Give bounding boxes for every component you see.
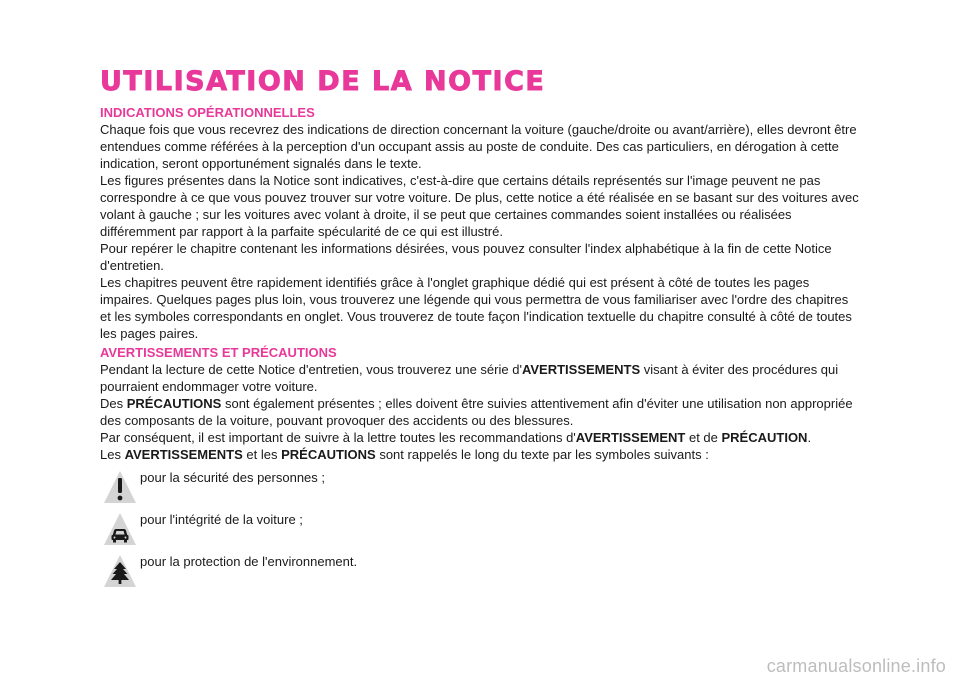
keyword-precautions: PRÉCAUTIONS (126, 396, 222, 411)
keyword-avertissements: AVERTISSEMENTS (521, 362, 641, 377)
symbol-row-environment (100, 553, 860, 589)
watermark-text: carmanualsonline.info (766, 656, 946, 676)
text-run: sont rappelés le long du texte par les symboles suivants : (375, 447, 709, 462)
section-heading-operational: INDICATIONS OPÉRATIONNELLES (100, 105, 315, 120)
environment-tree-icon (102, 553, 138, 589)
paragraph: Pour repérer le chapitre contenant les informations désirées, vous pouvez consulter l'index alphabétique à la fin de cette Notice d'entretien. (100, 241, 832, 273)
symbol-label: pour la sécurité des personnes ; (140, 470, 325, 485)
text-run: Par conséquent, il est important de suivre à la lettre toutes les recommandations d' (100, 430, 576, 445)
text-run: et les (242, 447, 282, 462)
paragraph: Les chapitres peuvent être rapidement identifiés grâce à l'onglet graphique dédié qui est présent à côté de toutes les pages impaires. Quelques pages plus loin, vous trouverez une légende qui vous permettra de vous familiariser avec l'ordre des chapitres et les symboles correspondants en onglet. Vous trouverez de toute façon l'indication textuelle du chapitre consulté à côté de toutes les pages paires. (100, 275, 852, 341)
section-heading-warnings: AVERTISSEMENTS ET PRÉCAUTIONS (100, 345, 337, 360)
symbol-label: pour l'intégrité de la voiture ; (140, 512, 303, 527)
warning-exclamation-icon (102, 469, 138, 505)
text-run: Les (100, 447, 125, 462)
paragraph: Les figures présentes dans la Notice sont indicatives, c'est-à-dire que certains détails représentés sur l'image peuvent ne pas correspondre à ce que vous pouvez trouver sur votre voiture. De plus, cette notice a été réalisée en se basant sur des voitures avec volant à gauche ; sur les voitures avec volant à droite, il se peut que certaines commandes soient installées ou réalisées différemment par rapport à la parfaite spécularité de ce qui est illustré. (100, 173, 859, 239)
symbol-row-safety (100, 469, 860, 505)
text-run: sont également présentes ; elles doivent être suivies attentivement afin d'éviter une utilisation non appropriée des composants de la voiture, pouvant provoquer des accidents ou des blessures. (100, 396, 853, 428)
symbol-label: pour la protection de l'environnement. (140, 554, 358, 569)
keyword-avertissements: AVERTISSEMENTS (124, 447, 243, 462)
paragraph (100, 361, 860, 395)
page-title: UTILISATION DE LA NOTICE (100, 66, 546, 97)
paragraph (100, 429, 860, 446)
car-hazard-icon (102, 511, 138, 547)
keyword-precaution: PRÉCAUTION (721, 430, 808, 445)
text-run: . (807, 430, 812, 445)
paragraph (100, 446, 860, 463)
paragraph (100, 395, 860, 429)
symbol-row-vehicle (100, 511, 860, 547)
text-run: Des (100, 396, 127, 411)
text-run: visant à éviter des procédures qui pourraient endommager votre voiture. (100, 362, 839, 394)
keyword-precautions: PRÉCAUTIONS (281, 447, 376, 462)
document-page (100, 62, 860, 589)
text-run: Pendant la lecture de cette Notice d'entretien, vous trouverez une série d' (100, 362, 522, 377)
text-run: et de (685, 430, 722, 445)
paragraph: Chaque fois que vous recevrez des indications de direction concernant la voiture (gauche/droite ou avant/arrière), elles devront être entendues comme référées à la perception d'un occupant assis au poste de conduite. Des cas particuliers, en dérogation à cette indication, seront opportunément signalés dans le texte. (100, 122, 857, 171)
keyword-avertissement: AVERTISSEMENT (575, 430, 686, 445)
